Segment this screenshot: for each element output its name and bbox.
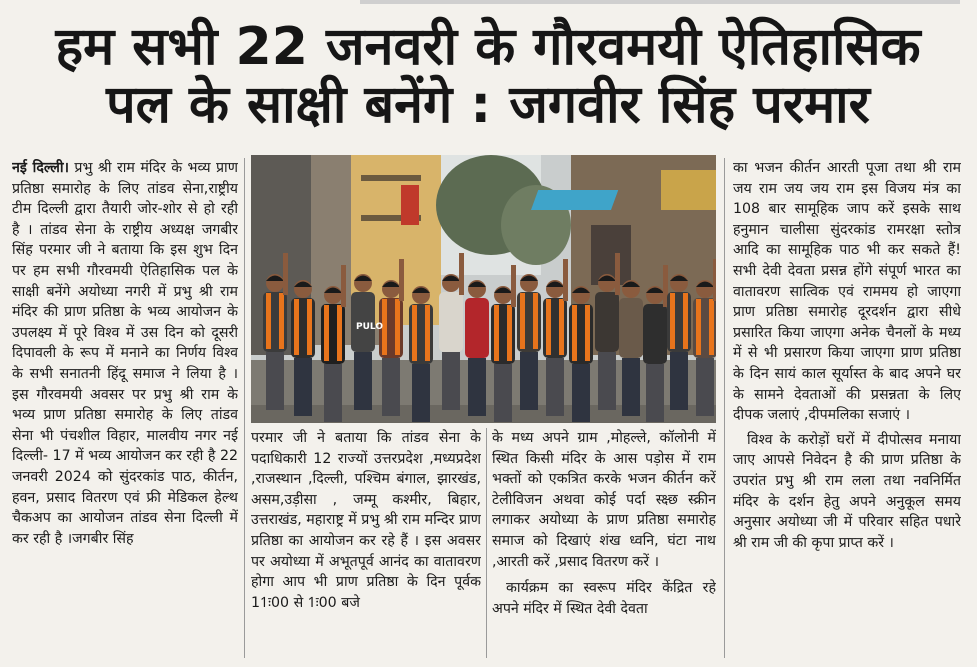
article-column-4	[733, 158, 961, 658]
column-1-text: प्रभु श्री राम मंदिर के भव्य प्राण प्रतिष्ठा समारोह के लिए तांडव सेना,राष्ट्रीय टीम दिल्ली द्वारा तैयारी जोर-शोर से हो रही है । तांडव सेना के राष्ट्रीय अध्यक्ष जगबीर सिंह परमार जी ने बताया कि इस शुभ दिन पर हम सभी गौरवमयी ऐतिहासिक पल के साक्षी बनेंगे अयोध्या नगरी में प्रभु श्री राम मंदिर की प्राण प्रतिष्ठा के भव्य आयोजन के उपलक्ष्य में पूरे विश्व में उस दिन को दूसरी दिपावली के रूप में मनाने का निर्णय विश्व के सभी सनातनी हिंदू समाज ने लिया है । इस गौरवमयी अवसर पर प्रभु श्री राम के भव्य प्राण प्रतिष्ठा समारोह के लिए तांडव सेना भी पंचशील विहार, मालवीय नगर नई दिल्ली- 17 में भव्य आयोजन कर रही है 22 जनवरी 2024 को सुंदरकांड पाठ, कीर्तन, हवन, प्रसाद वितरण एवं फ्री मेडिकल हेल्थ चैकअप का आयोजन तांडव सेना दिल्ली में कर रही है ।जगबीर सिंह	[12, 160, 238, 547]
article-column-1	[12, 158, 238, 658]
person-figure	[409, 286, 433, 422]
news-photo-group	[251, 155, 716, 423]
person-figure	[569, 286, 593, 422]
column-4-paragraph-1: का भजन कीर्तन आरती पूजा तथा श्री राम जय राम जय जय राम इस विजय मंत्र का 108 बार सामूहिक जाप करें इसके साथ हनुमान चालीसा सुंदरकांड रामरक्षा स्तोत्र आदि का सामूहिक पाठ भी कर सकते हैं! सभी देवी देवता प्रसन्न होंगे संपूर्ण भारत का वातावरण सात्विक एवं राममय हो जाएगा प्राण प्रतिष्ठा समारोह दूरदर्शन द्वारा सीधे प्रसारित किया जाएगा अनेक चैनलों के मध्य में से भी प्रसारण किया जाएगा प्राण प्रतिष्ठा के दिन सायं काल सूर्यास्त के बाद अपने घर के सामने देवताओं की प्रसन्नता के लिए दीपक जलाएं ,दीपमलिका सजाएं ।	[733, 160, 961, 424]
headline-line-1: हम सभी 22 जनवरी के गौरवमयी ऐतिहासिक	[55, 17, 921, 77]
column-divider	[244, 158, 245, 658]
person-figure	[351, 274, 375, 410]
person-figure	[619, 280, 643, 416]
article-column-3	[492, 428, 716, 658]
person-figure	[667, 274, 691, 410]
article-column-2	[251, 428, 481, 658]
column-divider	[724, 158, 725, 658]
column-3-paragraph-2: कार्यक्रम का स्वरूप मंदिर केंद्रित रहे अपने मंदिर में स्थित देवी देवता	[492, 580, 716, 617]
headline-line-2: पल के साक्षी बनेंगे : जगवीर सिंह परमार	[106, 75, 870, 135]
person-figure	[517, 274, 541, 410]
column-divider	[486, 428, 487, 658]
top-rule	[360, 0, 960, 4]
dateline: नई दिल्ली।	[12, 160, 69, 176]
person-figure	[291, 280, 315, 416]
shirt-print-text: PULO	[356, 322, 383, 332]
column-4-paragraph-2: विश्व के करोड़ों घरों में दीपोत्सव मनाया जाए आपसे निवेदन है की प्राण प्रतिष्ठा के उपरांत प्रभु श्री राम लला तथा नवनिर्मित मंदिर के दर्शन हेतु अपने अनुकूल समय अनुसार अयोध्या जी में परिवार सहित पधारे श्री राम जी की कृपा प्राप्त करें ।	[733, 431, 961, 551]
headline	[8, 18, 968, 134]
column-2-text: परमार जी ने बताया कि तांडव सेना के पदाधिकारी 12 राज्यों उत्तरप्रदेश ,मध्यप्रदेश ,राजस्थान ,दिल्ली, पश्चिम बंगाल, झारखंड, असम,उड़ीसा , जम्मू कश्मीर, बिहार, उत्तराखंड, महाराष्ट्र में प्रभु श्री राम मन्दिर प्राण प्रतिष्ठा का आयोजन कर रहे हैं । इस अवसर पर अयोध्या में अभूतपूर्व आनंद का वातावरण होगा आप भी प्राण प्रतिष्ठा के दिन पूर्वक 11ः00 से 1ः00 बजे	[251, 430, 481, 611]
group-photo-illustration	[251, 155, 716, 423]
column-3-paragraph-1: के मध्य अपने ग्राम ,मोहल्ले, कॉलोनी में स्थित किसी मंदिर के आस पड़ोस में राम भक्तों को एकत्रित करके भजन कीर्तन करें टेलीविजन अथवा कोई पर्दा स्क्ष्छ स्क्रीन लगाकर अयोध्या के प्राण प्रतिष्ठा समारोह समाज को दिखाएं शंख ध्वनि, घंटा नाथ ,आरती करें ,प्रसाद वितरण करें ।	[492, 430, 716, 570]
person-figure	[465, 280, 489, 416]
